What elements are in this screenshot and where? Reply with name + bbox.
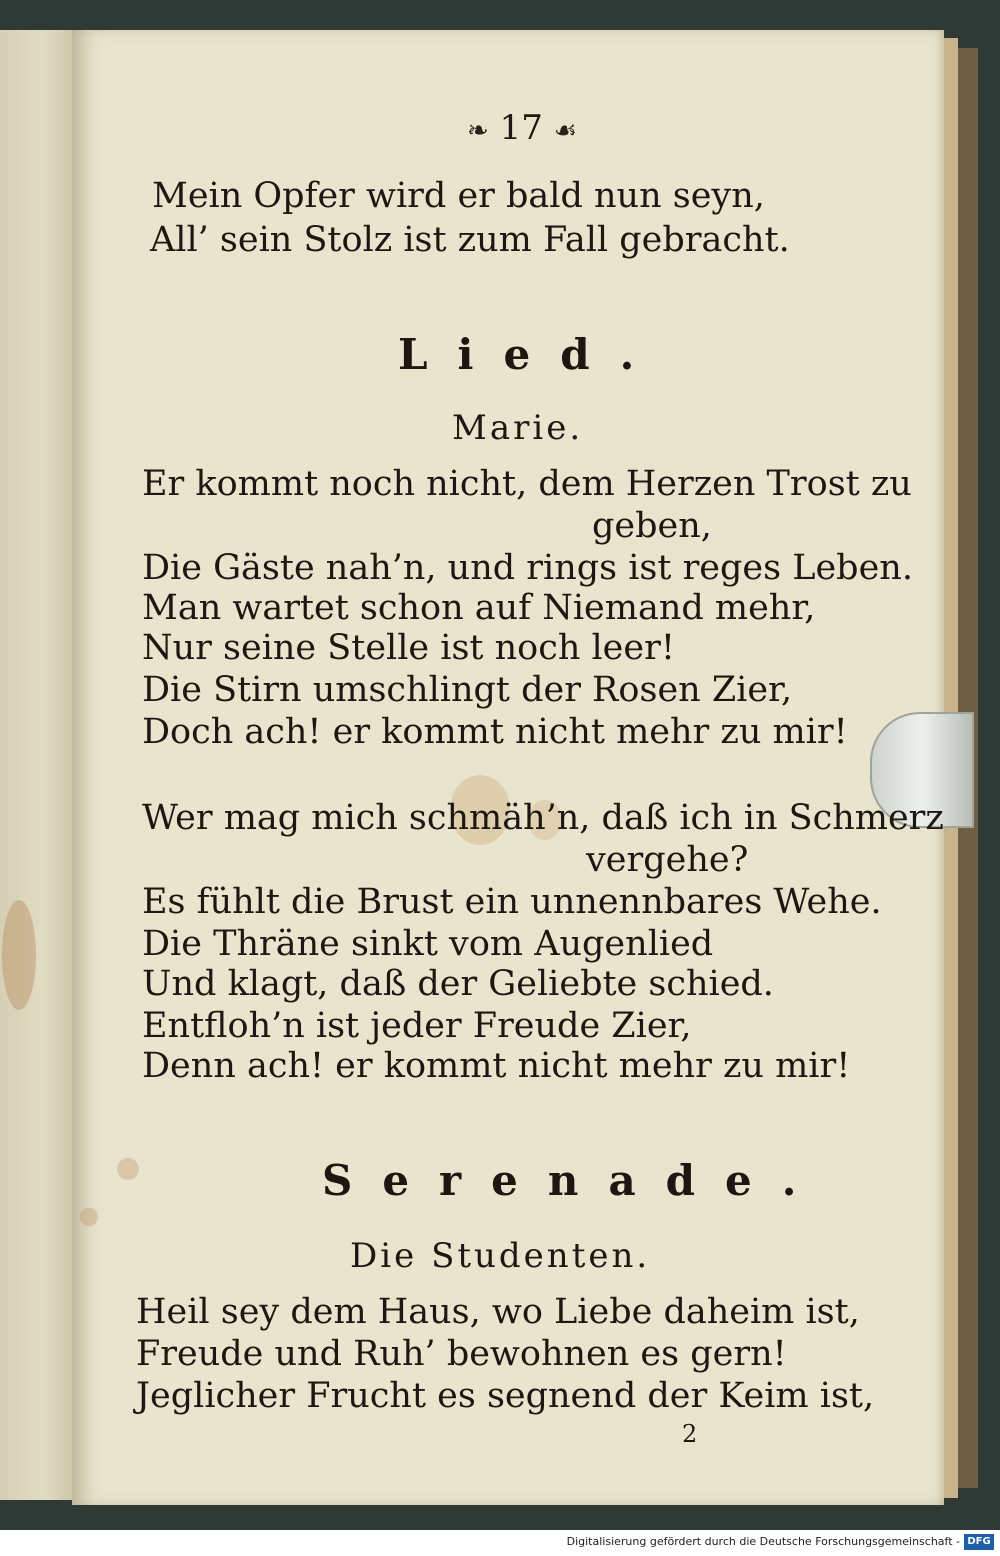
speaker-name: Die Studenten.	[350, 1236, 651, 1276]
page-number: 17	[499, 108, 543, 148]
verse-line: Denn ach! er kommt nicht mehr zu mir!	[142, 1046, 851, 1086]
verse-line: vergehe?	[586, 840, 749, 880]
stain	[2, 900, 36, 1010]
verse-line: Heil sey dem Haus, wo Liebe daheim ist,	[136, 1292, 860, 1332]
verse-line: Die Gäste nah’n, und rings ist reges Leben.	[142, 548, 913, 588]
verse-line: All’ sein Stolz ist zum Fall gebracht.	[150, 220, 790, 260]
footer-bar	[0, 1530, 1000, 1556]
verse-line: Jeglicher Frucht es segnend der Keim ist,	[136, 1376, 875, 1416]
verse-line: Nur seine Stelle ist noch leer!	[142, 628, 675, 668]
verse-line: Entfloh’n ist jeder Freude Zier,	[142, 1006, 692, 1046]
stain	[80, 1208, 98, 1226]
verse-line: Es fühlt die Brust ein unnennbares Wehe.	[142, 882, 882, 922]
speaker-name: Marie.	[452, 408, 584, 448]
verse-line: Die Thräne sinkt vom Augenlied	[142, 924, 714, 964]
signature-mark: 2	[682, 1420, 698, 1448]
verse-line: Er kommt noch nicht, dem Herzen Trost zu	[142, 464, 912, 504]
verse-line: Man wartet schon auf Niemand mehr,	[142, 588, 816, 628]
page-header	[432, 108, 612, 148]
section-title: Serenade.	[322, 1156, 827, 1205]
section-title: Lied.	[398, 330, 665, 379]
verse-line: Wer mag mich schmäh’n, daß ich in Schmerz	[142, 798, 944, 838]
left-page-edge	[0, 30, 74, 1500]
verse-line: geben,	[592, 506, 712, 546]
verse-line: Freude und Ruh’ bewohnen es gern!	[136, 1334, 787, 1374]
funding-notice: Digitalisierung gefördert durch die Deutsche Forschungsgemeinschaft -	[566, 1535, 960, 1548]
dfg-logo-icon: DFG	[964, 1534, 994, 1550]
verse-line: Doch ach! er kommt nicht mehr zu mir!	[142, 712, 848, 752]
verse-line: Und klagt, daß der Geliebte schied.	[142, 964, 774, 1004]
stain	[117, 1158, 139, 1180]
ornament-left-icon: ❧	[467, 116, 489, 146]
verse-line: Mein Opfer wird er bald nun seyn,	[152, 176, 765, 216]
ornament-right-icon: ☙	[553, 116, 577, 146]
verse-line: Die Stirn umschlingt der Rosen Zier,	[142, 670, 793, 710]
